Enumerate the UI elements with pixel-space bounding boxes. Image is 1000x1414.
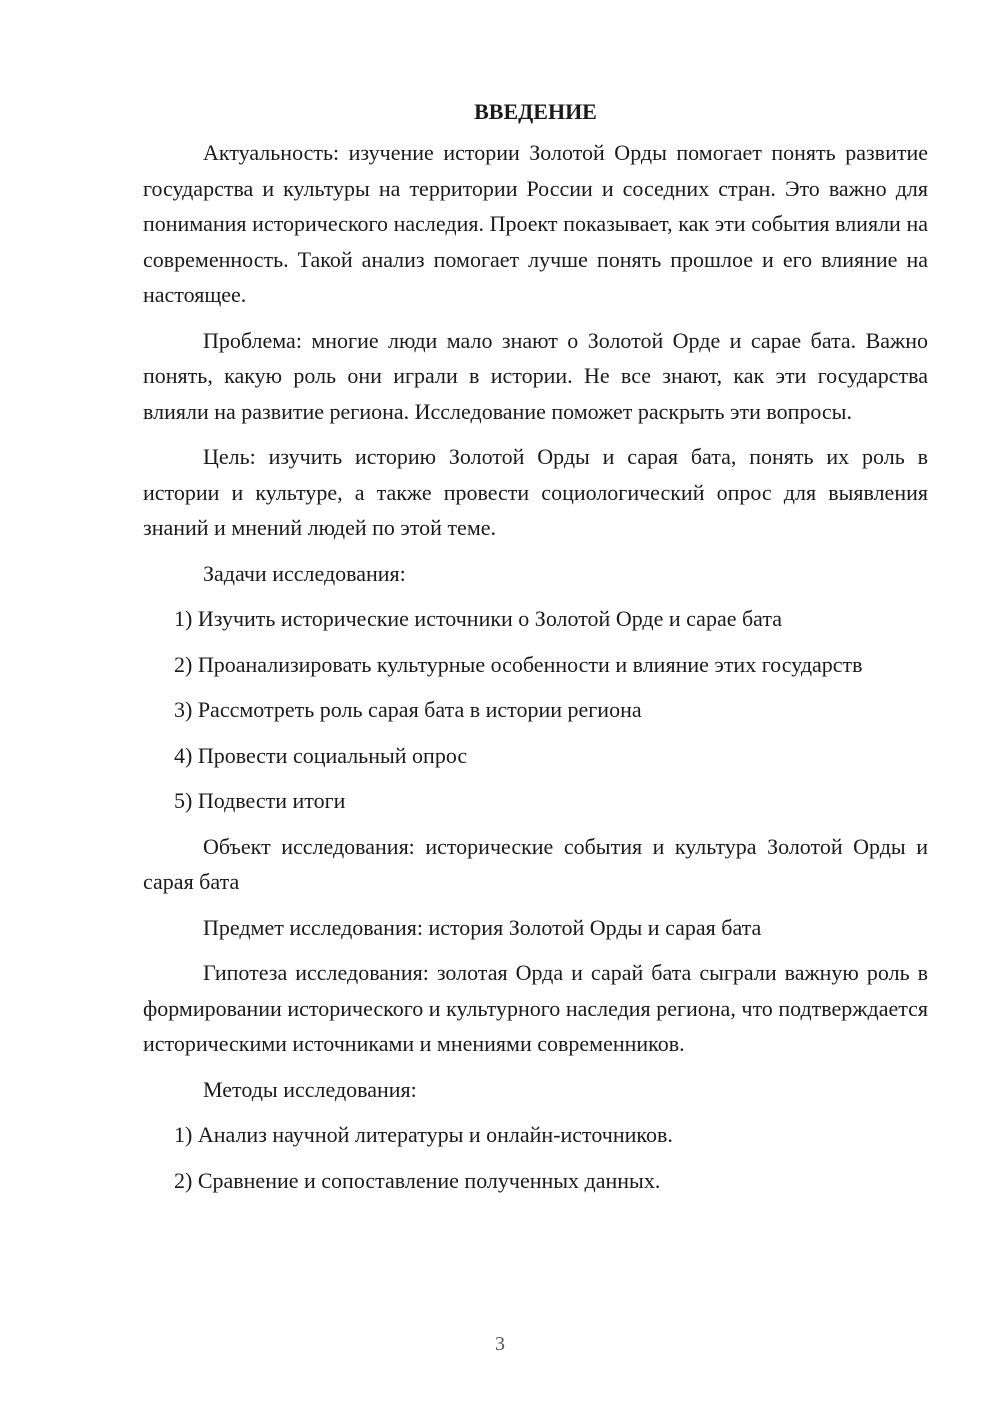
task-item-1: 1) Изучить исторические источники о Золотой Орде и сарае бата [174,606,783,631]
relevance-paragraph: Актуальность: изучение истории Золотой Орды помогает понять развитие государства и культуры на территории России и соседних стран. Это важно для понимания исторического наследия. Проект показывает, как эти события влияли на современность. Такой анализ помогает лучше понять прошлое и его влияние на настоящее. [143,140,928,307]
methods-title: Методы исследования: [203,1076,417,1102]
task-item-5: 5) Подвести итоги [174,788,346,813]
task-item-2: 2) Проанализировать культурные особенности и влияние этих государств [174,651,863,677]
tasks-title: Задачи исследования: [203,560,406,586]
goal-paragraph: Цель: изучить историю Золотой Орды и сарая бата, понять их роль в истории и культуре, а также провести социологический опрос для выявления знаний и мнений людей по этой теме. [143,444,928,540]
problem-paragraph: Проблема: многие люди мало знают о Золотой Орде и сарае бата. Важно понять, какую роль они играли в истории. Не все знают, как эти государства влияли на развитие региона. Исследование поможет раскрыть эти вопросы. [143,327,928,424]
task-item-3: 3) Рассмотреть роль сарая бата в истории региона [174,697,642,722]
object-paragraph: Объект исследования: исторические события и культура Золотой Орды и сарая бата [143,833,928,894]
task-item-4: 4) Провести социальный опрос [174,742,468,768]
page-content [143,94,928,1208]
subject-paragraph: Предмет исследования: история Золотой Орды и сарая бата [203,914,762,940]
page-number: 3 [495,1333,505,1355]
section-heading: ВВЕДЕНИЕ [474,99,597,124]
method-item-2: 2) Сравнение и сопоставление полученных данных. [174,1167,661,1193]
hypothesis-paragraph: Гипотеза исследования: золотая Орда и сарай бата сыграли важную роль в формировании исторического и культурного наследия региона, что подтверждается историческими источниками и мнениями современников. [143,960,928,1056]
method-item-1: 1) Анализ научной литературы и онлайн-источников. [174,1122,673,1147]
